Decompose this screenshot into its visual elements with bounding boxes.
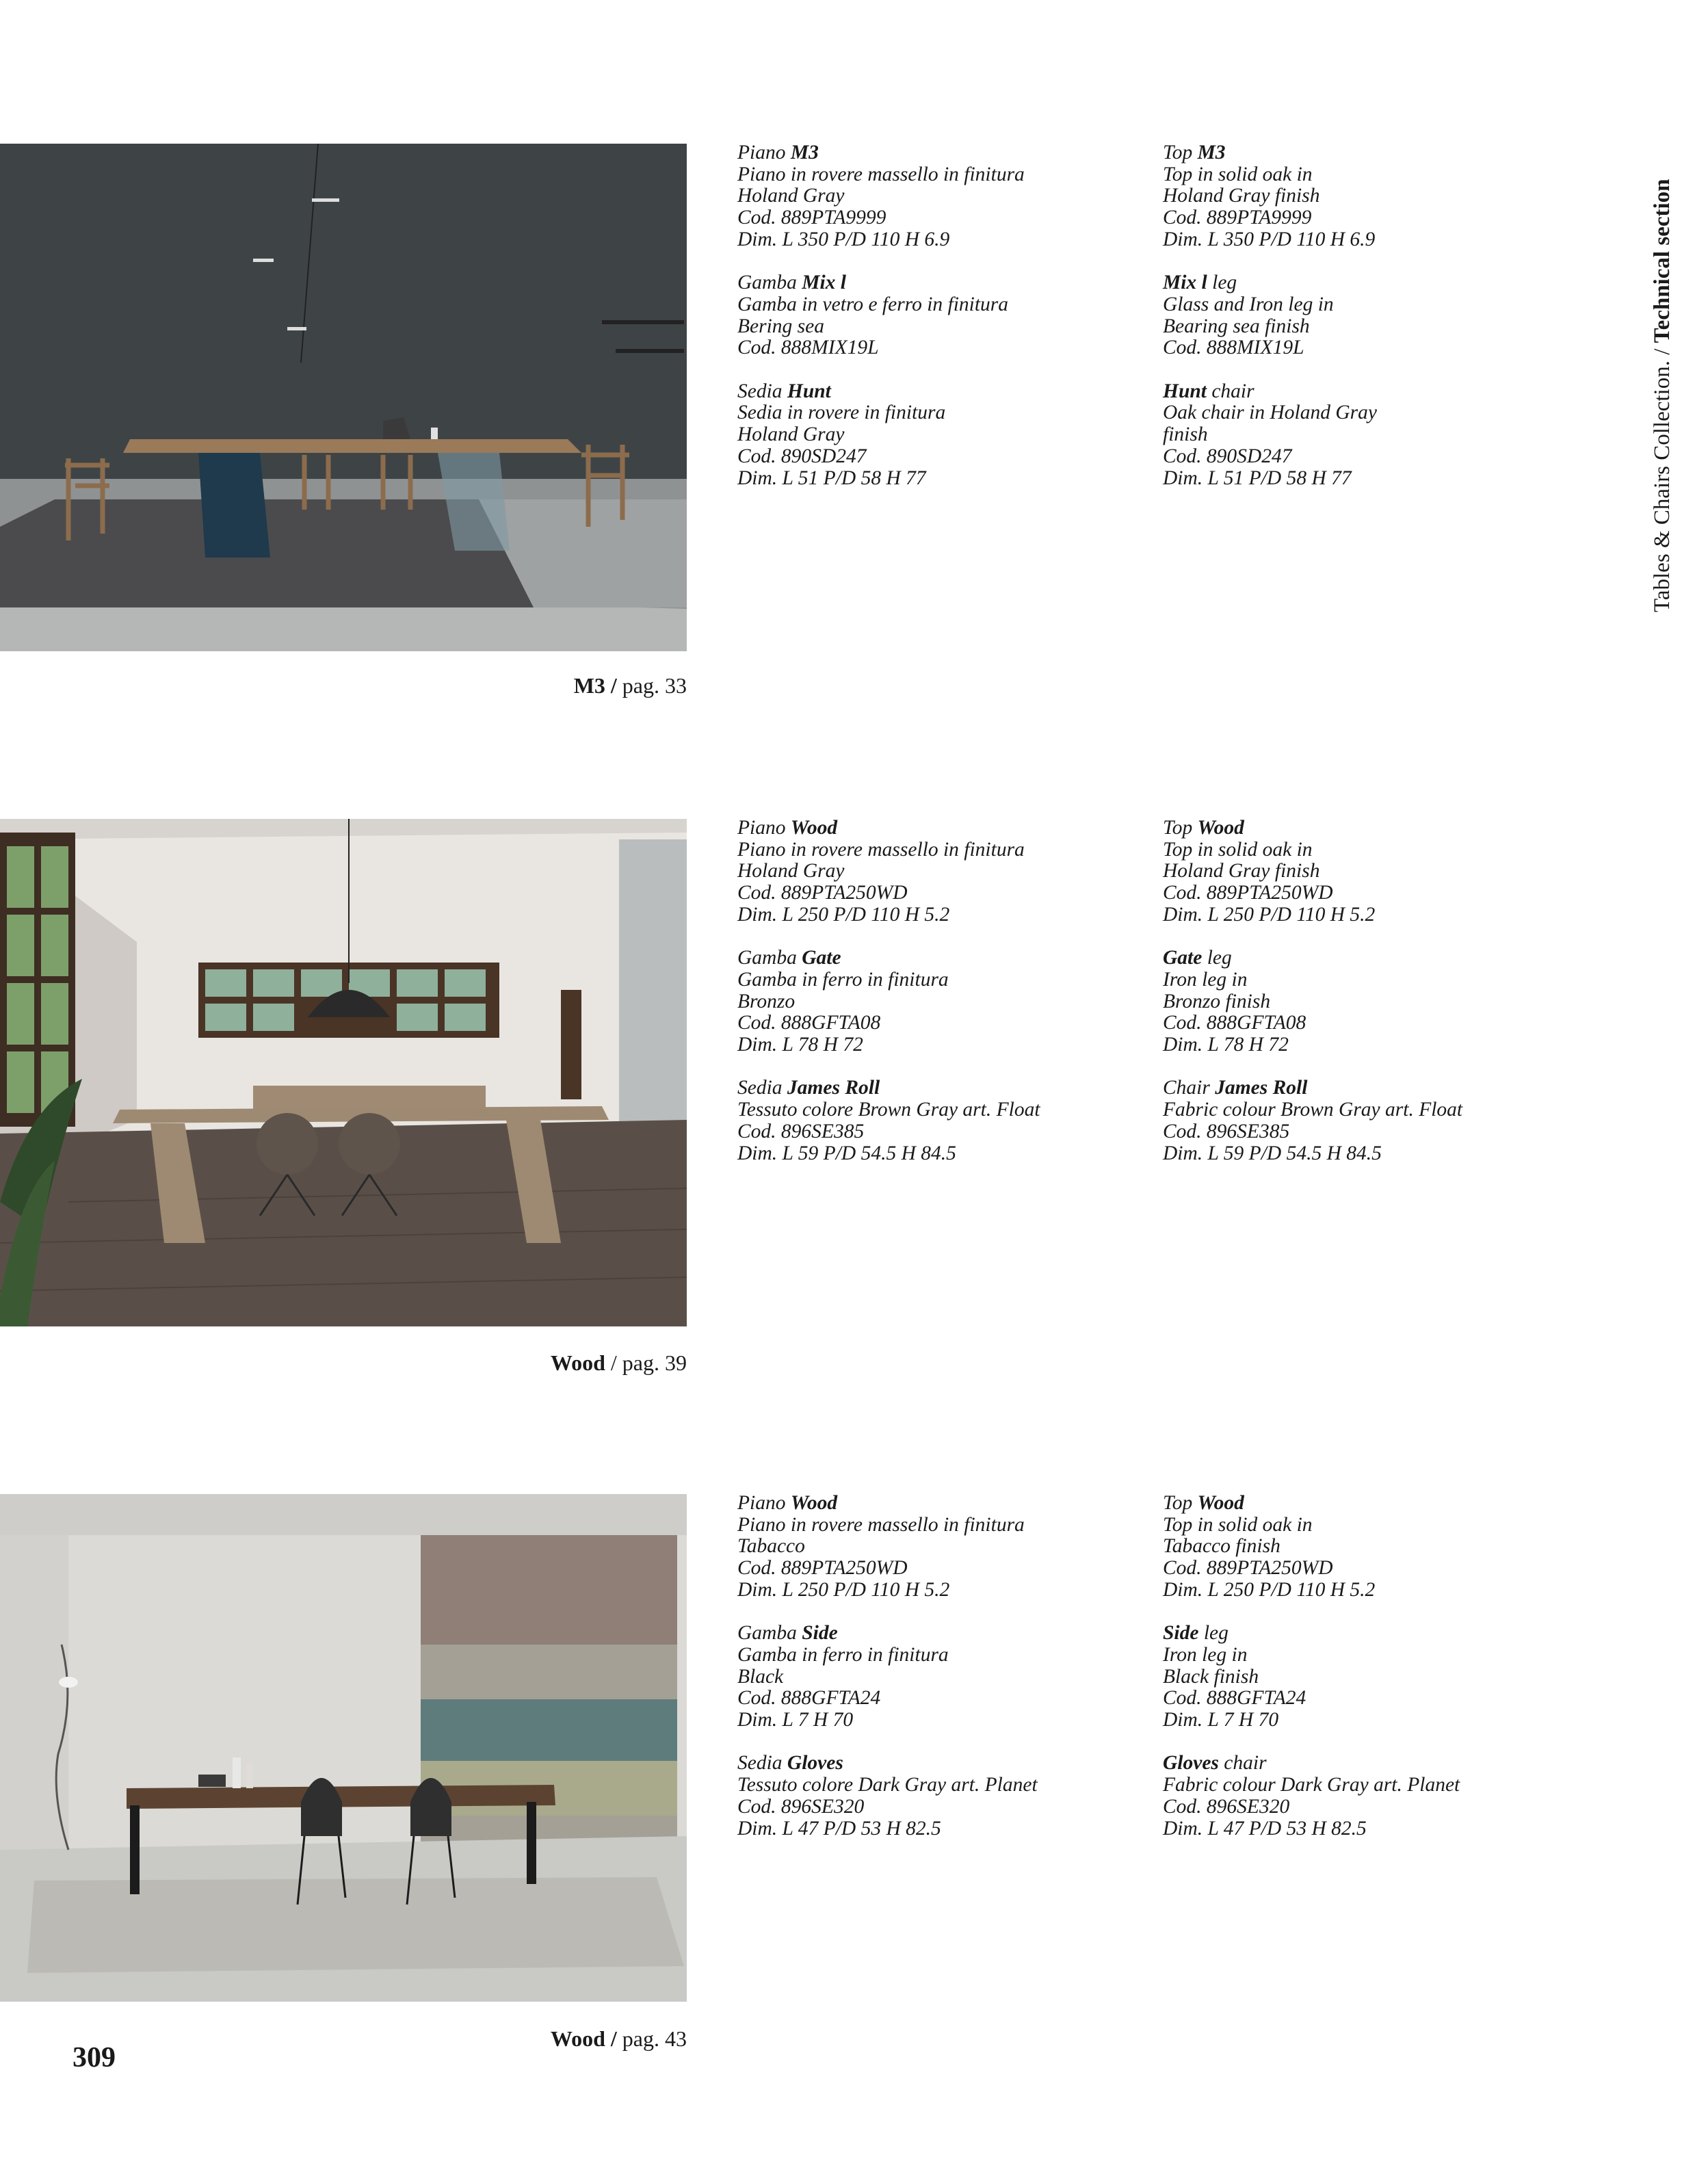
spec-block	[737, 1753, 1148, 1840]
spec-line: Cod. 890SD247	[1163, 445, 1292, 467]
spec-line: Holand Gray	[737, 860, 845, 882]
spec-block	[1163, 1623, 1573, 1731]
spec-title: Gate leg	[1163, 947, 1232, 969]
spec-line: Gamba in ferro in finitura	[737, 968, 949, 991]
spec-line: Dim. L 7 H 70	[1163, 1709, 1279, 1731]
spec-line: Cod. 896SE320	[737, 1795, 865, 1818]
spec-line: Cod. 888MIX19L	[1163, 337, 1304, 359]
product-photo-m3	[0, 144, 687, 651]
spec-line: Top in solid oak in	[1163, 163, 1313, 185]
spec-title: Top M3	[1163, 142, 1226, 163]
spec-line: Top in solid oak in	[1163, 838, 1313, 861]
wood-side-dining-scene-image	[0, 1494, 687, 2002]
spec-block	[737, 1077, 1148, 1164]
spec-title: Gloves chair	[1163, 1752, 1267, 1775]
product-name: Wood	[550, 2026, 605, 2051]
product-name: M3	[573, 673, 605, 698]
spec-line: Dim. L 250 P/D 110 H 5.2	[737, 1578, 950, 1601]
spec-line: Bering sea	[737, 315, 824, 337]
caption-page-ref: pag. 33	[622, 673, 687, 698]
caption-page-ref: pag. 39	[622, 1350, 687, 1375]
spec-block	[1163, 272, 1573, 359]
spec-line: Tabacco	[737, 1535, 805, 1558]
spec-line: Cod. 888MIX19L	[737, 337, 879, 359]
collection-label: Tables & Chairs Collection.	[1650, 361, 1674, 612]
spec-line: Cod. 888GFTA08	[1163, 1012, 1306, 1034]
spec-block	[737, 1493, 1148, 1601]
spec-column-italian	[737, 1493, 1148, 1861]
spec-title: Piano M3	[737, 142, 819, 163]
spec-block	[737, 381, 1148, 490]
spec-line: Dim. L 47 P/D 53 H 82.5	[1163, 1817, 1367, 1840]
spec-title: Gamba Side	[737, 1622, 838, 1645]
section-label: Technical section	[1650, 179, 1674, 343]
spec-line: Cod. 889PTA250WD	[1163, 1557, 1333, 1580]
spec-line: Iron leg in	[1163, 968, 1248, 991]
spec-column-italian	[737, 142, 1148, 511]
spec-line: Top in solid oak in	[1163, 1513, 1313, 1536]
spec-line: Holand Gray finish	[1163, 860, 1320, 882]
spec-title: Sedia Gloves	[737, 1752, 843, 1775]
spec-title: Hunt chair	[1163, 380, 1254, 402]
spec-column-italian	[737, 817, 1148, 1186]
spec-line: Holand Gray	[737, 423, 845, 446]
spec-column-english	[1163, 817, 1573, 1186]
spec-line: finish	[1163, 423, 1208, 446]
spec-title: Chair James Roll	[1163, 1077, 1308, 1099]
product-photo-wood-side	[0, 1494, 687, 2002]
caption-separator: /	[605, 673, 622, 698]
spec-line: Cod. 888GFTA24	[1163, 1687, 1306, 1710]
spec-line: Glass and Iron leg in	[1163, 293, 1334, 315]
spec-line: Fabric colour Dark Gray art. Planet	[1163, 1774, 1460, 1796]
product-photo-wood-gate	[0, 819, 687, 1326]
caption-page-ref: pag. 43	[622, 2026, 687, 2051]
spec-title: Gamba Gate	[737, 947, 841, 969]
spec-block	[737, 817, 1148, 926]
spec-block	[1163, 817, 1573, 926]
spec-line: Bronzo	[737, 990, 796, 1012]
spec-block	[1163, 381, 1573, 490]
spec-line: Holand Gray	[737, 185, 845, 207]
spec-line: Cod. 889PTA250WD	[737, 1557, 908, 1580]
spec-column-english	[1163, 142, 1573, 511]
spec-line: Dim. L 350 P/D 110 H 6.9	[737, 228, 950, 250]
spec-line: Holand Gray finish	[1163, 185, 1320, 207]
spec-line: Cod. 889PTA9999	[1163, 207, 1312, 229]
product-caption	[551, 1350, 687, 1376]
heading-separator: /	[1650, 343, 1674, 361]
spec-block	[1163, 1077, 1573, 1164]
m3-dining-scene-image	[0, 144, 687, 651]
spec-line: Black finish	[1163, 1665, 1259, 1688]
spec-block	[1163, 1493, 1573, 1601]
spec-title: Mix l leg	[1163, 272, 1237, 294]
spec-line: Iron leg in	[1163, 1643, 1248, 1666]
product-caption	[551, 2026, 687, 2052]
spec-line: Dim. L 59 P/D 54.5 H 84.5	[737, 1142, 956, 1164]
spec-block	[1163, 1753, 1573, 1840]
spec-title: Piano Wood	[737, 817, 838, 839]
spec-title: Side leg	[1163, 1622, 1229, 1645]
spec-title: Sedia James Roll	[737, 1077, 880, 1099]
spec-line: Tessuto colore Brown Gray art. Float	[737, 1099, 1040, 1121]
spec-block	[737, 947, 1148, 1056]
spec-block	[737, 272, 1148, 359]
spec-line: Gamba in vetro e ferro in finitura	[737, 293, 1009, 315]
spec-line: Oak chair in Holand Gray	[1163, 402, 1377, 424]
spec-line: Black	[737, 1665, 784, 1688]
spec-line: Dim. L 59 P/D 54.5 H 84.5	[1163, 1142, 1382, 1164]
caption-separator: /	[605, 1350, 622, 1375]
spec-line: Dim. L 250 P/D 110 H 5.2	[1163, 903, 1376, 926]
spec-line: Dim. L 250 P/D 110 H 5.2	[737, 903, 950, 926]
product-name: Wood	[550, 1350, 605, 1375]
spec-column-english	[1163, 1493, 1573, 1861]
spec-line: Dim. L 350 P/D 110 H 6.9	[1163, 228, 1376, 250]
section-side-heading	[1650, 179, 1675, 612]
spec-block	[1163, 142, 1573, 251]
spec-block	[737, 1623, 1148, 1731]
spec-title: Top Wood	[1163, 1492, 1244, 1514]
spec-line: Bearing sea finish	[1163, 315, 1310, 337]
spec-line: Cod. 896SE385	[737, 1120, 865, 1142]
spec-title: Piano Wood	[737, 1492, 838, 1514]
spec-line: Gamba in ferro in finitura	[737, 1643, 949, 1666]
spec-line: Dim. L 250 P/D 110 H 5.2	[1163, 1578, 1376, 1601]
spec-line: Cod. 889PTA250WD	[1163, 882, 1333, 904]
spec-line: Tessuto colore Dark Gray art. Planet	[737, 1774, 1038, 1796]
spec-line: Piano in rovere massello in finitura	[737, 838, 1025, 861]
spec-title: Sedia Hunt	[737, 380, 831, 402]
spec-line: Cod. 896SE385	[1163, 1120, 1290, 1142]
spec-line: Dim. L 47 P/D 53 H 82.5	[737, 1817, 941, 1840]
spec-line: Fabric colour Brown Gray art. Float	[1163, 1099, 1463, 1121]
spec-line: Cod. 896SE320	[1163, 1795, 1290, 1818]
spec-title: Gamba Mix l	[737, 272, 846, 294]
spec-line: Dim. L 51 P/D 58 H 77	[1163, 467, 1352, 489]
spec-line: Piano in rovere massello in finitura	[737, 1513, 1025, 1536]
spec-block	[737, 142, 1148, 251]
spec-line: Cod. 888GFTA08	[737, 1012, 881, 1034]
spec-line: Dim. L 51 P/D 58 H 77	[737, 467, 926, 489]
spec-line: Cod. 888GFTA24	[737, 1687, 881, 1710]
spec-line: Dim. L 78 H 72	[1163, 1034, 1289, 1056]
spec-line: Dim. L 78 H 72	[737, 1034, 863, 1056]
caption-separator: /	[605, 2026, 622, 2051]
spec-line: Piano in rovere massello in finitura	[737, 163, 1025, 185]
spec-line: Cod. 890SD247	[737, 445, 867, 467]
spec-line: Cod. 889PTA250WD	[737, 882, 908, 904]
spec-line: Tabacco finish	[1163, 1535, 1280, 1558]
spec-line: Bronzo finish	[1163, 990, 1271, 1012]
spec-title: Top Wood	[1163, 817, 1244, 839]
spec-line: Sedia in rovere in finitura	[737, 402, 946, 424]
page-number: 309	[73, 2042, 116, 2073]
spec-line: Dim. L 7 H 70	[737, 1709, 854, 1731]
product-caption	[574, 673, 687, 698]
wood-gate-dining-scene-image	[0, 819, 687, 1326]
spec-block	[1163, 947, 1573, 1056]
spec-line: Cod. 889PTA9999	[737, 207, 886, 229]
